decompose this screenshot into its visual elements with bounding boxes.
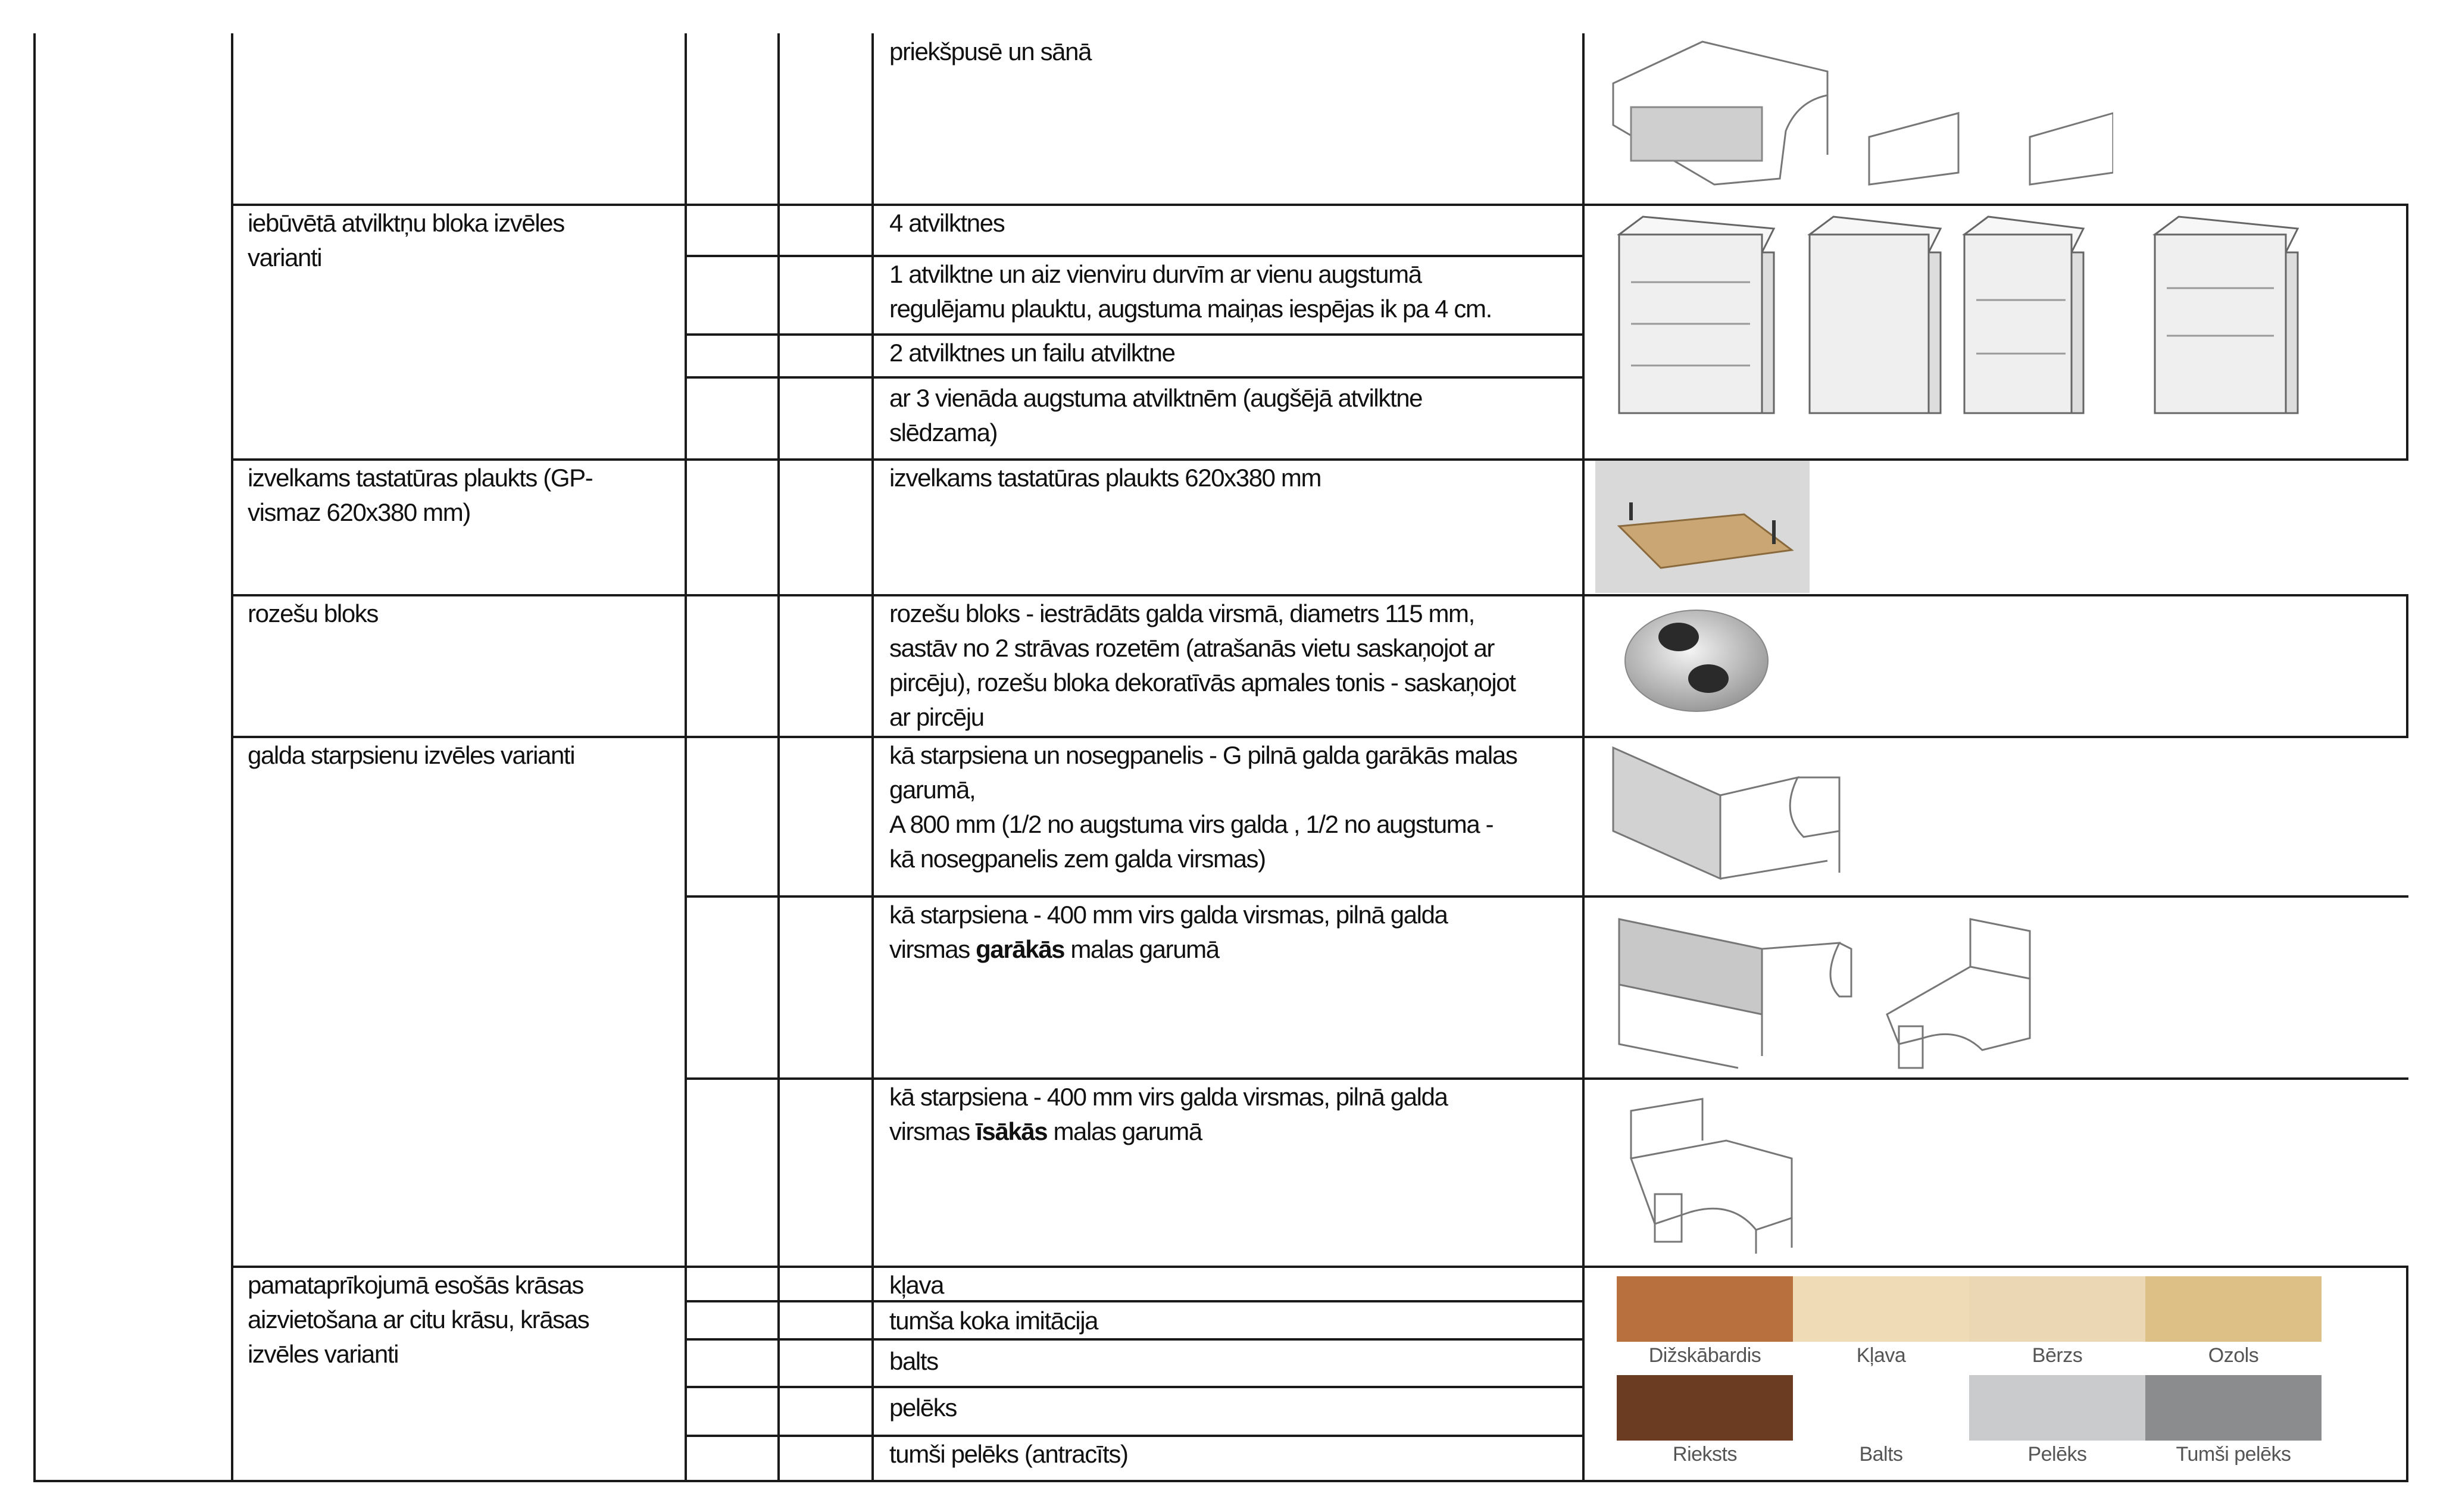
grid-line: [777, 33, 780, 1481]
r2-opt-3: 2 atvilktnes un failu atvilktne: [889, 339, 1175, 367]
swatch-label: Kļava: [1856, 1344, 1906, 1367]
r6-opt-dark-wood: tumša koka imitācija: [889, 1307, 1098, 1335]
grid-line: [33, 1480, 2408, 1482]
r5-opt-2-text: virsmas: [889, 935, 976, 963]
grid-line: [231, 33, 233, 1481]
swatch-1: [1617, 1276, 1793, 1342]
r6-opt-white: balts: [889, 1347, 938, 1375]
swatch-4: [2145, 1276, 2322, 1342]
r5-opt-1-line: garumā,: [889, 776, 976, 804]
sub-separator: [685, 1300, 1585, 1302]
grid-line: [871, 33, 874, 1481]
sub-separator: [685, 1435, 1585, 1437]
grid-line: [33, 33, 36, 1481]
r6-opt-maple: kļava: [889, 1271, 944, 1299]
grid-line: [2406, 595, 2408, 737]
swatch-6: [1793, 1375, 1969, 1441]
grid-line: [1582, 33, 1585, 1481]
r1-desc: priekšpusē un sānā: [889, 38, 1092, 65]
r5-opt-2-bold: garākās: [976, 935, 1065, 963]
swatch-label: Pelēks: [2027, 1443, 2087, 1466]
drawer-units-image: [1607, 211, 2339, 437]
r5-opt-2-line: [889, 932, 1219, 967]
r4-desc-line: ar pircēju: [889, 703, 984, 731]
r4-desc-line: pircēju), rozešu bloka dekoratīvās apmales tonis - saskaņojot: [889, 668, 1516, 696]
swatch-label: Dižskābardis: [1648, 1344, 1761, 1367]
r2-opt-2-line: 1 atvilktne un aiz vienviru durvīm ar vienu augstumā: [889, 260, 1421, 288]
swatch-label: Bērzs: [2032, 1344, 2083, 1367]
swatch-8: [2145, 1375, 2322, 1441]
r4-desc-line: sastāv no 2 strāvas rozetēm (atrašanās vietu saskaņojot ar: [889, 634, 1494, 662]
desk-front-panel-image: [1601, 36, 2113, 190]
desk-full-partition-image: [1601, 742, 1857, 891]
keyboard-tray-image: [1595, 461, 1810, 593]
r2-opt-4-line: slēdzama): [889, 418, 998, 446]
r6-spec-line: aizvietošana ar citu krāsu, krāsas: [248, 1305, 589, 1333]
r2-opt-4-line: ar 3 vienāda augstuma atvilktnēm (augšējā atvilktne: [889, 384, 1423, 412]
r6-opt-grey: pelēks: [889, 1394, 957, 1422]
desk-short-partition-image: [1619, 1093, 1827, 1260]
grid-line: [685, 33, 687, 1481]
sub-separator: [685, 376, 1585, 379]
swatch-3: [1969, 1276, 2145, 1342]
r5-opt-3-bold: īsākās: [976, 1117, 1048, 1145]
r5-opt-2-text: malas garumā: [1064, 935, 1219, 963]
r2-opt-1: 4 atvilktnes: [889, 209, 1005, 237]
r3-spec-line: izvelkams tastatūras plaukts (GP-: [248, 464, 593, 492]
sub-separator: [685, 1386, 1585, 1388]
swatch-label: Rieksts: [1673, 1443, 1737, 1466]
r5-opt-1-line: kā nosegpanelis zem galda virsmas): [889, 845, 1266, 873]
grid-line: [2406, 205, 2408, 461]
swatch-label: Balts: [1859, 1443, 1903, 1466]
grid-line: [2406, 1267, 2408, 1482]
swatch-label: Ozols: [2208, 1344, 2259, 1367]
r3-desc: izvelkams tastatūras plaukts 620x380 mm: [889, 464, 1321, 492]
r5-opt-1-line: kā starpsiena un nosegpanelis - G pilnā galda garākās malas: [889, 741, 1517, 769]
r5-spec: galda starpsienu izvēles varianti: [248, 741, 575, 769]
r6-spec-line: izvēles varianti: [248, 1340, 399, 1368]
r5-opt-3-text: malas garumā: [1047, 1117, 1202, 1145]
r6-spec-line: pamatаprīkojumā esošās krāsas: [248, 1271, 584, 1299]
r2-spec-line: iebūvētā atvilktņu bloka izvēles: [248, 209, 564, 237]
r5-opt-3-text: virsmas: [889, 1117, 976, 1145]
r5-opt-1-line: A 800 mm (1/2 no augstuma virs galda , 1/2 no augstuma -: [889, 810, 1494, 838]
swatch-7: [1969, 1375, 2145, 1441]
r4-desc-line: rozešu bloks - iestrādāts galda virsmā, diametrs 115 mm,: [889, 599, 1474, 627]
r2-spec-line: varianti: [248, 243, 322, 271]
r6-opt-anthracite: tumši pelēks (antracīts): [889, 1440, 1128, 1468]
r5-opt-2-line: kā starpsiena - 400 mm virs galda virsmas, pilnā galda: [889, 901, 1448, 929]
desk-long-partition-image: [1601, 907, 2054, 1074]
swatch-label: Tumši pelēks: [2176, 1443, 2291, 1466]
sub-separator: [685, 1338, 1585, 1341]
swatch-5: [1617, 1375, 1793, 1441]
r2-opt-2-line: regulējamu plauktu, augstuma maiņas iespējas ik pa 4 cm.: [889, 295, 1492, 323]
r5-opt-3-line: [889, 1114, 1202, 1149]
r3-spec-line: vismaz 620x380 mm): [248, 498, 470, 526]
swatch-2: [1793, 1276, 1969, 1342]
r5-opt-3-line: kā starpsiena - 400 mm virs galda virsmas, pilnā galda: [889, 1083, 1448, 1111]
r4-spec: rozešu bloks: [248, 599, 378, 627]
socket-block-image: [1619, 601, 1774, 720]
